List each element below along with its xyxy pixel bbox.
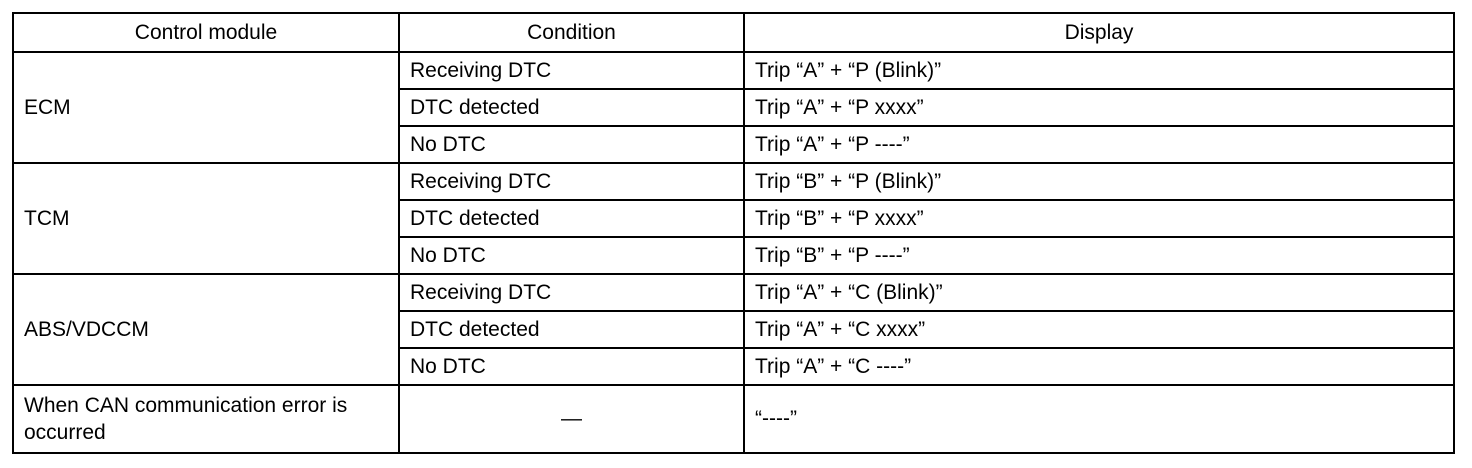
- display-cell: Trip “B” + “P xxxx”: [744, 200, 1454, 237]
- condition-cell: No DTC: [399, 237, 744, 274]
- condition-cell: No DTC: [399, 348, 744, 385]
- condition-cell: DTC detected: [399, 200, 744, 237]
- module-cell-ecm: ECM: [13, 52, 399, 163]
- module-cell-abs-vdccm: ABS/VDCCM: [13, 274, 399, 385]
- module-cell-can-error: When CAN communication error is occurred: [13, 385, 399, 453]
- table-row: [13, 274, 1454, 311]
- condition-cell: Receiving DTC: [399, 163, 744, 200]
- header-control-module: Control module: [13, 13, 399, 52]
- header-row: [13, 13, 1454, 52]
- display-cell: Trip “A” + “C (Blink)”: [744, 274, 1454, 311]
- condition-cell: DTC detected: [399, 311, 744, 348]
- condition-cell-dash: —: [399, 385, 744, 453]
- header-display: Display: [744, 13, 1454, 52]
- condition-cell: DTC detected: [399, 89, 744, 126]
- condition-cell: Receiving DTC: [399, 274, 744, 311]
- display-cell: Trip “B” + “P (Blink)”: [744, 163, 1454, 200]
- table-row: [13, 163, 1454, 200]
- table-row: [13, 52, 1454, 89]
- display-cell: Trip “A” + “C xxxx”: [744, 311, 1454, 348]
- display-cell: Trip “A” + “C ----”: [744, 348, 1454, 385]
- condition-cell: No DTC: [399, 126, 744, 163]
- header-condition: Condition: [399, 13, 744, 52]
- display-cell: “----”: [744, 385, 1454, 453]
- display-cell: Trip “B” + “P ----”: [744, 237, 1454, 274]
- display-cell: Trip “A” + “P xxxx”: [744, 89, 1454, 126]
- condition-cell: Receiving DTC: [399, 52, 744, 89]
- dtc-display-table: [12, 12, 1455, 454]
- module-cell-tcm: TCM: [13, 163, 399, 274]
- display-cell: Trip “A” + “P ----”: [744, 126, 1454, 163]
- table-row-can-error: [13, 385, 1454, 453]
- display-cell: Trip “A” + “P (Blink)”: [744, 52, 1454, 89]
